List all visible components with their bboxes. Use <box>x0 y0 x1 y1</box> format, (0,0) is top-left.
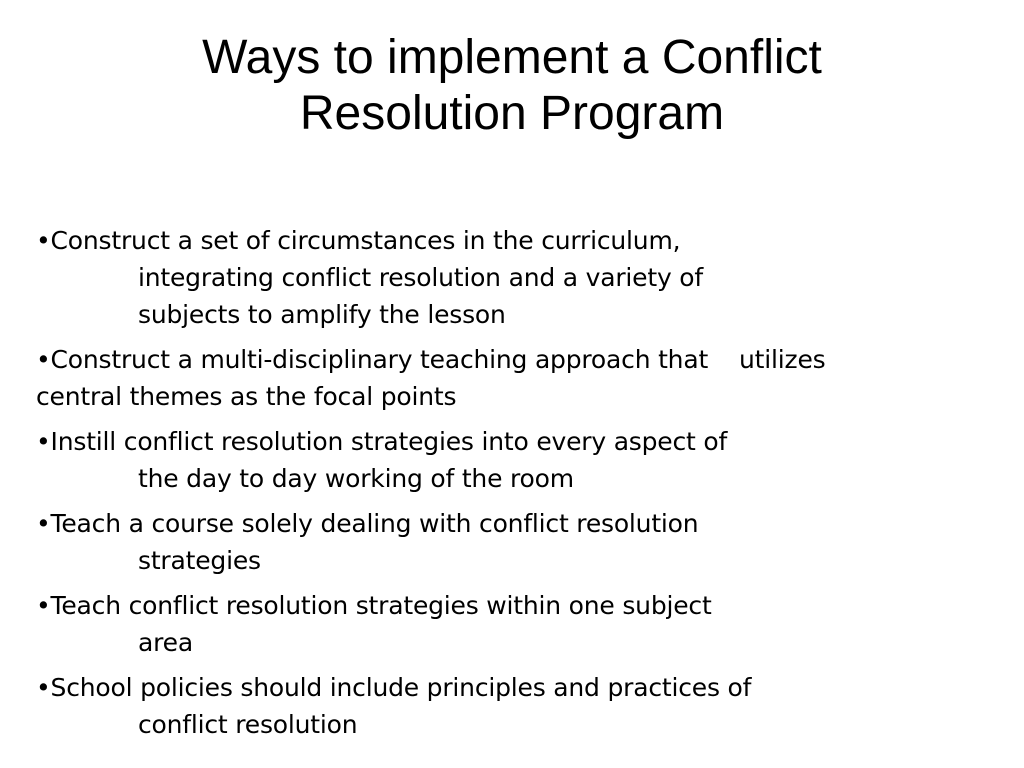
bullet-list <box>36 222 976 751</box>
bullet-text-continuation: the day to day working of the room <box>138 464 574 493</box>
bullet-item-6 <box>36 669 976 743</box>
bullet-text: •Construct a multi-disciplinary teaching approach that utilizes <box>36 345 826 374</box>
bullet-text-continuation: integrating conflict resolution and a variety of <box>138 263 703 292</box>
bullet-item-2 <box>36 341 976 415</box>
bullet-text-continuation: subjects to amplify the lesson <box>138 300 506 329</box>
bullet-text-continuation: conflict resolution <box>138 710 358 739</box>
bullet-item-5 <box>36 587 976 661</box>
bullet-text: •Construct a set of circumstances in the curriculum, <box>36 226 681 255</box>
bullet-text-continuation: central themes as the focal points <box>36 382 457 411</box>
bullet-text: •Teach conflict resolution strategies within one subject <box>36 591 712 620</box>
bullet-item-4 <box>36 505 976 579</box>
slide-title <box>0 30 1024 142</box>
bullet-text-continuation: strategies <box>138 546 261 575</box>
slide-title-line-1: Ways to implement a Conflict <box>202 31 822 84</box>
slide-title-line-2: Resolution Program <box>299 87 725 140</box>
bullet-text: •Instill conflict resolution strategies into every aspect of <box>36 427 728 456</box>
bullet-item-1 <box>36 222 976 333</box>
bullet-text: •Teach a course solely dealing with conflict resolution <box>36 509 699 538</box>
bullet-item-3 <box>36 423 976 497</box>
bullet-text: •School policies should include principles and practices of <box>36 673 752 702</box>
bullet-text-continuation: area <box>138 628 193 657</box>
